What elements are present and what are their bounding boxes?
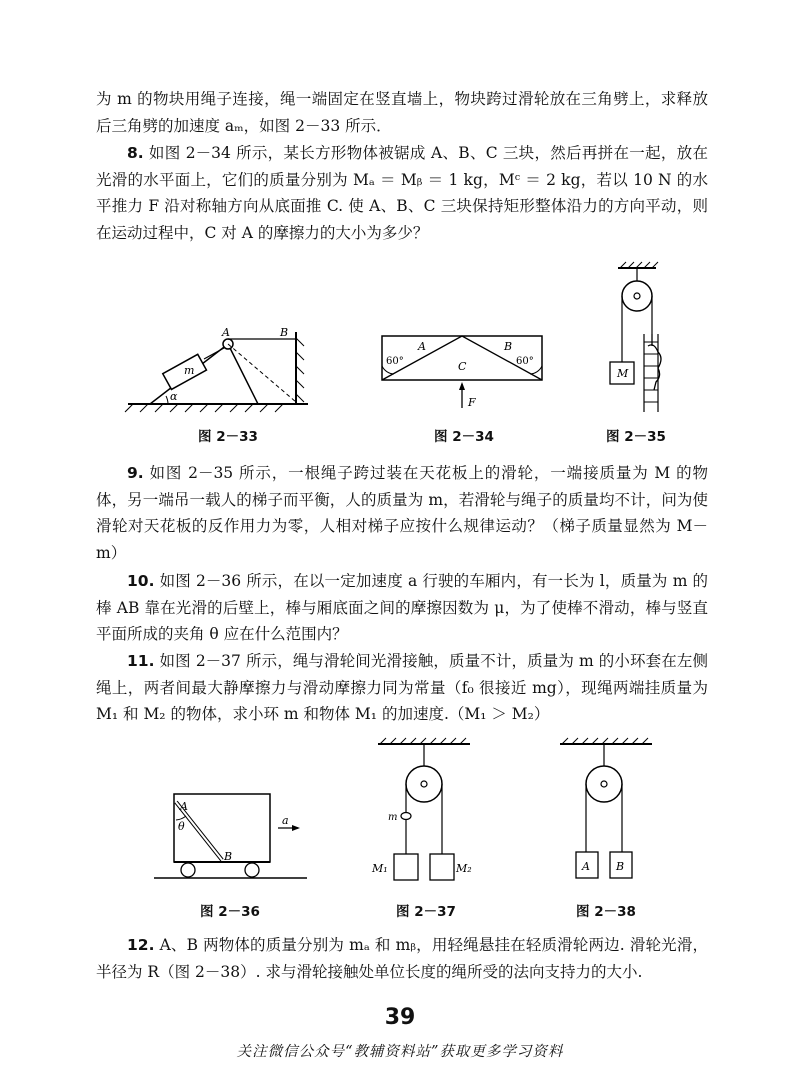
problem-11-text: 如图 2－37 所示，绳与滑轮间光滑接触，质量不计，质量为 m 的小环套在左侧绳上，两者间最大静摩擦力与滑动摩擦力同为常量（f₀ 很接近 mg），现绳两端挂质量为 M₁ 和 M₂ 的物体，求小环 m 和物体 M₁ 的加速度.（M₁ ＞ M₂） xyxy=(96,652,708,723)
fig37-label-m2: M₂ xyxy=(456,862,472,875)
fig36-label-theta: θ xyxy=(178,820,185,833)
problem-7-continuation: 为 m 的物块用绳子连接，绳一端固定在竖直墙上，物块跨过滑轮放在三角劈上，求释放后三角劈的加速度 aₘ，如图 2－33 所示． xyxy=(96,90,708,135)
fig38-label-a: A xyxy=(582,860,590,873)
fig34-label-a: A xyxy=(418,340,426,353)
problem-12-text: A、B 两物体的质量分别为 mₐ 和 mᵦ，用轻绳悬挂在轻质滑轮两边. 滑轮光滑，半径为 R（图 2－38）. 求与滑轮接触处单位长度的绳所受的法向支持力的大小. xyxy=(96,936,708,981)
fig38-label-b: B xyxy=(616,860,625,873)
fig37-label-m: m xyxy=(388,812,398,823)
problem-12 xyxy=(96,932,708,985)
fig33-caption: 图 2－33 xyxy=(198,429,258,445)
fig35-caption: 图 2－35 xyxy=(606,429,666,445)
fig34-label-b: B xyxy=(504,340,513,353)
fig34-caption: 图 2－34 xyxy=(434,429,494,445)
fig33-label-alpha: α xyxy=(170,390,178,403)
figure-2-34 xyxy=(380,332,550,412)
fig36-label-a-accel: a xyxy=(282,814,289,827)
fig34-label-f: F xyxy=(468,396,476,409)
figure-2-36 xyxy=(152,790,312,886)
figure-2-37 xyxy=(370,736,480,886)
problem-8 xyxy=(96,140,708,246)
fig34-angle-left: 60° xyxy=(386,356,404,367)
fig34-angle-right: 60° xyxy=(516,356,534,367)
fig37-caption: 图 2－37 xyxy=(396,904,456,920)
fig36-label-b: B xyxy=(224,850,233,863)
problem-12-number: 12. xyxy=(127,936,155,954)
problem-8-text: 如图 2－34 所示，某长方形物体被锯成 A、B、C 三块，然后再拼在一起，放在光滑的水平面上，它们的质量分别为 Mₐ ＝ Mᵦ ＝ 1 kg，Mᶜ ＝ 2 kg，若以 10 N 的水平推力 F 沿对称轴方向从底面推 C. 使 A、B、C 三块保持矩形整体沿力的方向平动，则在运动过程中，C 对 A 的摩擦力的大小为多少？ xyxy=(96,144,708,242)
fig33-label-b: B xyxy=(280,326,289,339)
page-number: 39 xyxy=(384,1005,416,1030)
problem-9-text: 如图 2－35 所示，一根绳子跨过装在天花板上的滑轮，一端接质量为 M 的物体，另一端吊一载人的梯子而平衡，人的质量为 m，若滑轮与绳子的质量均不计，问为使滑轮对天花板的反作用力为零，人相对梯子应按什么规律运动？（梯子质量显然为 M－m） xyxy=(96,464,708,562)
problem-9-number: 9. xyxy=(127,464,144,482)
fig33-label-m: m xyxy=(184,364,195,377)
footer-note: 关注微信公众号“教辅资料站”获取更多学习资料 xyxy=(236,1044,564,1060)
problem-10-number: 10. xyxy=(127,572,155,590)
fig35-label-m: M xyxy=(617,367,629,380)
fig34-label-c: C xyxy=(458,360,467,373)
problem-9 xyxy=(96,460,708,566)
figure-2-33 xyxy=(128,322,328,417)
figure-2-35 xyxy=(600,262,670,417)
figure-2-38 xyxy=(552,736,662,886)
fig38-caption: 图 2－38 xyxy=(576,904,636,920)
fig37-label-m1: M₁ xyxy=(372,862,388,875)
problem-10 xyxy=(96,568,708,648)
problem-11-number: 11. xyxy=(127,652,155,670)
fig36-label-a: A xyxy=(180,800,188,813)
fig33-label-a: A xyxy=(222,326,230,339)
problem-8-number: 8. xyxy=(127,144,144,162)
problem-10-text: 如图 2－36 所示，在以一定加速度 a 行驶的车厢内，有一长为 l，质量为 m 的棒 AB 靠在光滑的后壁上，棒与厢底面之间的摩擦因数为 μ，为了使棒不滑动，棒与竖直平面所成的夹角 θ 应在什么范围内？ xyxy=(96,572,708,643)
fig36-caption: 图 2－36 xyxy=(200,904,260,920)
problem-11 xyxy=(96,648,708,728)
